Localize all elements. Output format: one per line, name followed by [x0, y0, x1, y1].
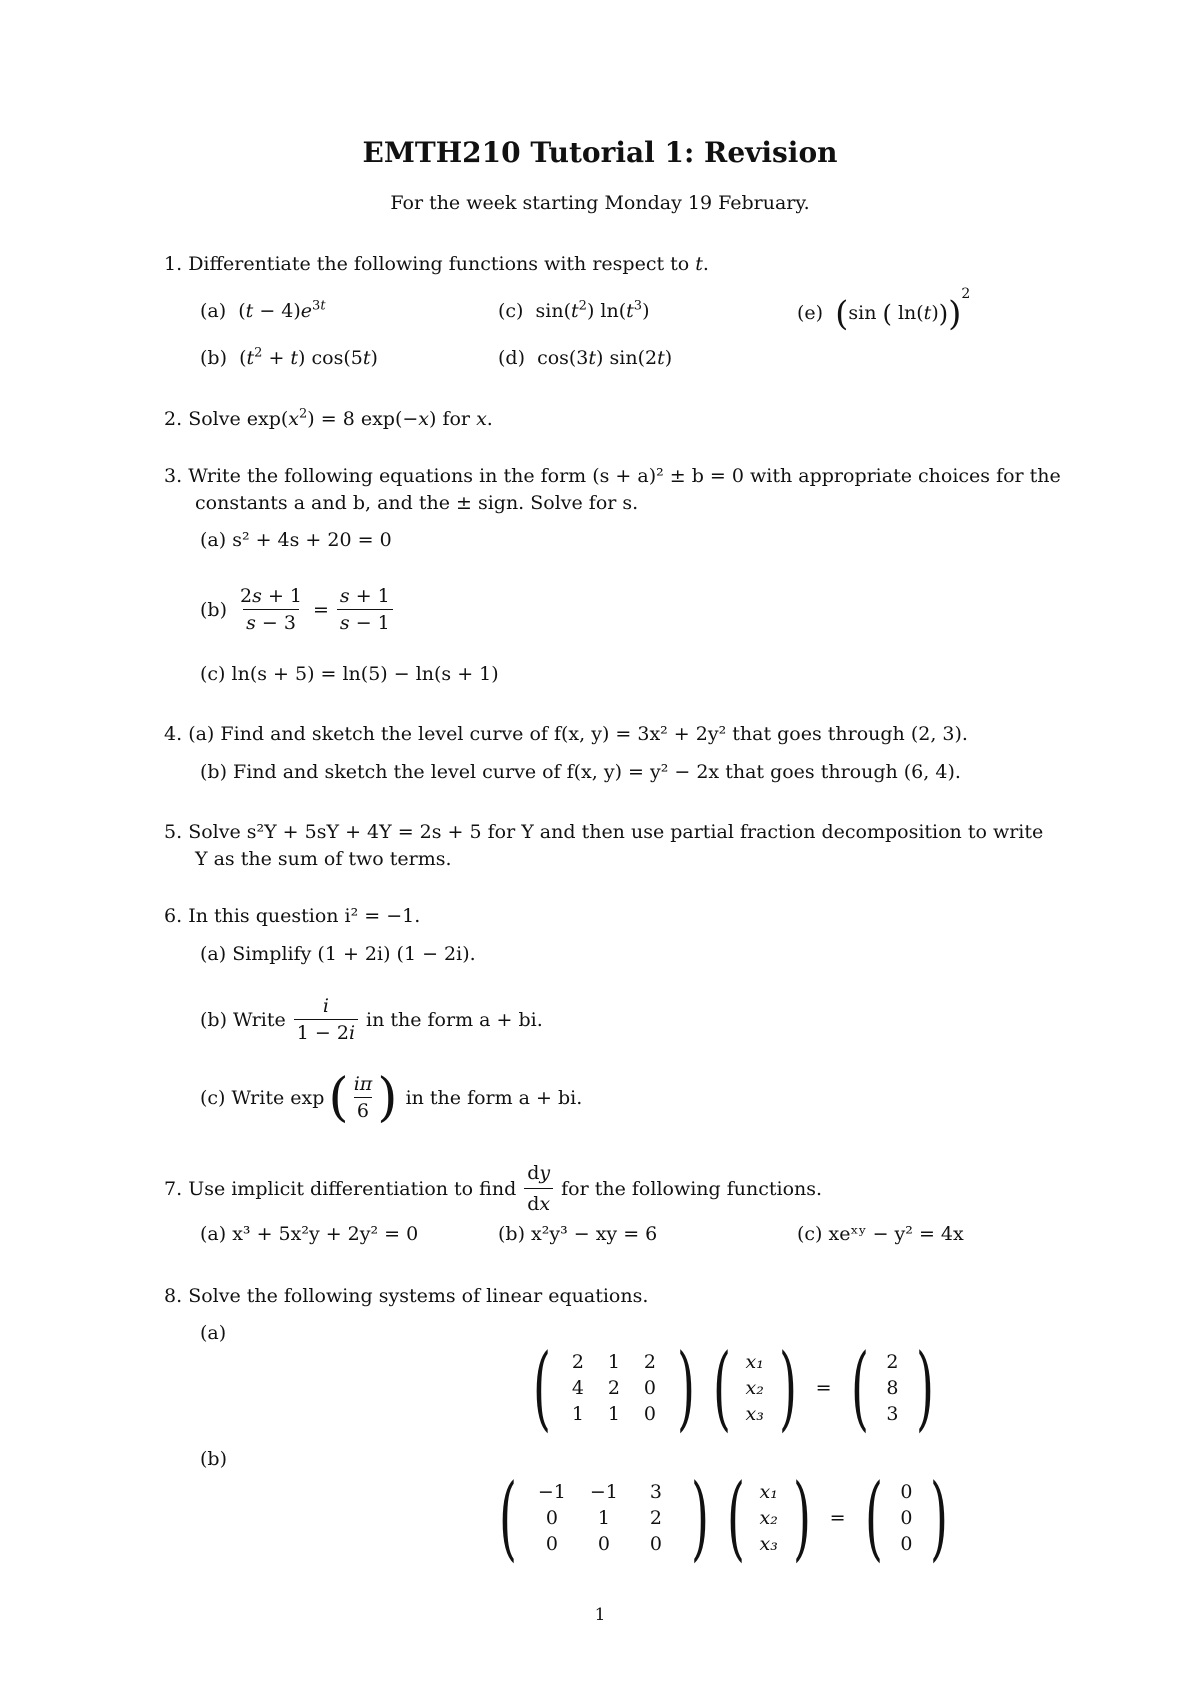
q1-variable: t	[695, 253, 703, 275]
q7-part-c: (c) xeˣʸ − y² = 4x	[797, 1223, 964, 1245]
page-subtitle: For the week starting Monday 19 February.	[390, 192, 810, 214]
q3-line-1: Write the following equations in the form (s + a)² ± b = 0 with appropriate choices for the	[188, 465, 1061, 487]
q3-part-b: (b) $\frac{2s + 1}{s - 3}$ = $\frac{s + 1}{s - 1}$	[200, 585, 397, 634]
q6-part-b: (b) Write $\frac{i}{1 - 2i}$ in the form a + bi.	[200, 995, 543, 1044]
question-5: 5. Solve s²Y + 5sY + 4Y = 2s + 5 for Y and then use partial fraction decomposition to write	[164, 821, 1044, 843]
q6-part-c: (c) Write exp ( $\frac{i\pi}{6}$ ) in the form a + bi.	[200, 1067, 583, 1128]
q1-part-c: (c) $\sin(t^2)$ $\ln(t^3)$	[498, 298, 650, 322]
q1-text: Differentiate the following functions with respect to	[188, 253, 690, 275]
q1-part-a: (a) $(t - 4)e^{3t}$	[200, 298, 326, 322]
rhs-vector-a: 2 8 3	[886, 1351, 899, 1425]
page-number: 1	[594, 1605, 606, 1625]
vector-x-a: x₁ x₂ x₃	[745, 1351, 764, 1425]
q8-text: Solve the following systems of linear equations.	[188, 1285, 649, 1307]
q3-part-c: (c) ln(s + 5) = ln(5) − ln(s + 1)	[200, 663, 499, 685]
rhs-vector-b: 0 0 0	[900, 1481, 913, 1555]
q1-part-b: (b) $(t^2 + t)$ cos(5t)	[200, 345, 378, 369]
q1-part-e: (e) (sin ( ln(t)))$^2$	[797, 285, 971, 334]
matrix-b: −1 −1 3 0 1 2 0 0 0	[537, 1481, 662, 1555]
q5-line-1: Solve s²Y + 5sY + 4Y = 2s + 5 for Y and then use partial fraction decomposition to write	[188, 821, 1044, 843]
question-1: 1. Differentiate the following functions with respect to t.	[164, 253, 709, 275]
q1-part-d: (d) cos(3t) sin(2t)	[498, 347, 673, 369]
q8-part-a-label: (a)	[200, 1322, 227, 1344]
q6-intro: In this question i² = −1.	[188, 905, 421, 927]
q6-part-a: (a) Simplify (1 + 2i) (1 − 2i).	[200, 943, 476, 965]
q1-number: 1.	[164, 253, 183, 275]
question-4: 4. (a) Find and sketch the level curve of f(x, y) = 3x² + 2y² that goes through (2, 3).	[164, 723, 968, 745]
q7-part-a: (a) x³ + 5x²y + 2y² = 0	[200, 1223, 419, 1245]
q3-part-a: (a) s² + 4s + 20 = 0	[200, 529, 392, 551]
page-title: EMTH210 Tutorial 1: Revision	[362, 136, 838, 169]
q4-part-b: (b) Find and sketch the level curve of f(x, y) = y² − 2x that goes through (6, 4).	[200, 761, 961, 783]
q4-part-a: (a) Find and sketch the level curve of f(x, y) = 3x² + 2y² that goes through (2, 3).	[188, 723, 968, 745]
q7-part-b: (b) x²y³ − xy = 6	[498, 1223, 658, 1245]
question-8: 8. Solve the following systems of linear equations.	[164, 1285, 649, 1307]
q8-part-b-label: (b)	[200, 1448, 227, 1470]
vector-x-b: x₁ x₂ x₃	[759, 1481, 778, 1555]
matrix-a: 2 1 2 4 2 0 1 1 0	[571, 1351, 656, 1425]
question-3: 3. Write the following equations in the form (s + a)² ± b = 0 with appropriate choices for the	[164, 465, 1061, 487]
question-7: 7. Use implicit differentiation to find $\frac{dy}{dx}$ for the following functions.	[164, 1162, 823, 1215]
q8-system-b: ( −1 −1 3 0 1 2 0 0 0 ) ( x₁ x₂ x₃ ) = ( 0 0 0 )	[498, 1464, 949, 1571]
q8-system-a: ( 2 1 2 4 2 0 1 1 0 ) ( x₁ x₂ x₃ ) = ( 2 8 3 )	[532, 1334, 935, 1441]
question-2: 2. Solve $\exp(x^2) = 8$ exp(−x) for x.	[164, 406, 493, 430]
q5-line-2: Y as the sum of two terms.	[195, 848, 452, 870]
question-6: 6. In this question i² = −1.	[164, 905, 421, 927]
q3-line-2: constants a and b, and the ± sign. Solve for s.	[195, 492, 639, 514]
